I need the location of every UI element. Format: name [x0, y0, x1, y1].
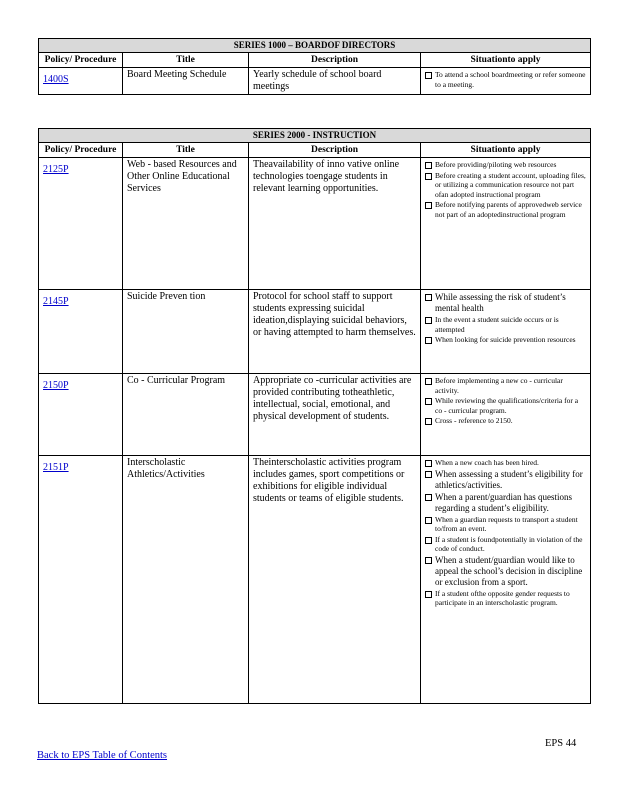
back-to-toc-link[interactable]: Back to EPS Table of Contents	[37, 750, 168, 761]
row-description: Yearly schedule of school board meetings	[249, 68, 421, 95]
col-situation: Situationto apply	[421, 53, 591, 68]
row-description: Theinterscholastic activities program includes games, sport competitions or exhibitions for eligible individual students or teams of eligible students.	[249, 456, 421, 704]
checkbox-bullet-icon	[425, 494, 432, 501]
situation-item: Before implementing a new co - curricular activity.	[425, 376, 586, 395]
policy-link-1400s[interactable]: 1400S	[43, 74, 69, 85]
checkbox-bullet-icon	[425, 317, 432, 324]
situation-item: If a student ofthe opposite gender requests to participate in an interscholastic program.	[425, 589, 586, 608]
table-row	[39, 456, 591, 704]
row-title: Co - Curricular Program	[123, 374, 249, 456]
situation-item: When a parent/guardian has questions regarding a student’s eligibility.	[425, 492, 586, 514]
row-title: Suicide Preven tion	[123, 290, 249, 374]
checkbox-bullet-icon	[425, 591, 432, 598]
policy-link-2151p[interactable]: 2151P	[43, 462, 69, 473]
checkbox-bullet-icon	[425, 537, 432, 544]
situation-item: To attend a school boardmeeting or refer someone to a meeting.	[425, 70, 586, 89]
table-row	[39, 158, 591, 290]
row-description: Appropriate co -curricular activities are provided contributing totheathletic, intellectual, social, emotional, and physical development of students.	[249, 374, 421, 456]
situation-item: While reviewing the qualifications/criteria for a co - curricular program.	[425, 396, 586, 415]
checkbox-bullet-icon	[425, 418, 432, 425]
situation-item: When a guardian requests to transport a student to/from an event.	[425, 515, 586, 534]
situation-item: When looking for suicide prevention resources	[425, 335, 586, 345]
series-2000-header: SERIES 2000 - INSTRUCTION	[39, 129, 591, 143]
checkbox-bullet-icon	[425, 337, 432, 344]
checkbox-bullet-icon	[425, 398, 432, 405]
situation-item: When assessing a student’s eligibility for athletics/activities.	[425, 469, 586, 491]
series-1000-table	[38, 38, 591, 95]
checkbox-bullet-icon	[425, 378, 432, 385]
checkbox-bullet-icon	[425, 162, 432, 169]
table-row	[39, 68, 591, 95]
col-description: Description	[249, 53, 421, 68]
series-1000-header: SERIES 1000 – BOARDOF DIRECTORS	[39, 39, 591, 53]
situation-item: When a student/guardian would like to appeal the school’s decision in discipline or exclusion from a sport.	[425, 555, 586, 588]
situation-item: In the event a student suicide occurs or is attempted	[425, 315, 586, 334]
checkbox-bullet-icon	[425, 202, 432, 209]
checkbox-bullet-icon	[425, 517, 432, 524]
checkbox-bullet-icon	[425, 72, 432, 79]
series-2000-table	[38, 128, 591, 704]
policy-link-2150p[interactable]: 2150P	[43, 380, 69, 391]
table-row	[39, 374, 591, 456]
row-description: Theavailability of inno vative online technologies toengage students in relevant learning opportunities.	[249, 158, 421, 290]
situation-item: Before providing/piloting web resources	[425, 160, 586, 170]
policy-link-2125p[interactable]: 2125P	[43, 164, 69, 175]
table-row	[39, 290, 591, 374]
row-title: Board Meeting Schedule	[123, 68, 249, 95]
checkbox-bullet-icon	[425, 471, 432, 478]
situation-item: When a new coach has been hired.	[425, 458, 586, 468]
checkbox-bullet-icon	[425, 460, 432, 467]
checkbox-bullet-icon	[425, 557, 432, 564]
row-title: Interscholastic Athletics/Activities	[123, 456, 249, 704]
situation-item: Before notifying parents of approvedweb service not part of an adoptedinstructional program	[425, 200, 586, 219]
row-title: Web - based Resources and Other Online Educational Services	[123, 158, 249, 290]
col-situation: Situationto apply	[421, 143, 591, 158]
policy-link-2145p[interactable]: 2145P	[43, 296, 69, 307]
col-description: Description	[249, 143, 421, 158]
col-policy: Policy/ Procedure	[39, 53, 123, 68]
col-policy: Policy/ Procedure	[39, 143, 123, 158]
col-title: Title	[123, 143, 249, 158]
checkbox-bullet-icon	[425, 294, 432, 301]
checkbox-bullet-icon	[425, 173, 432, 180]
situation-item: Cross - reference to 2150.	[425, 416, 586, 426]
row-description: Protocol for school staff to support students expressing suicidal ideation,displaying suicidal behaviors, or having attempted to harm themselves.	[249, 290, 421, 374]
situation-item: Before creating a student account, uploading files, or utilizing a communication resource not part ofan adopted instructional program	[425, 171, 586, 200]
col-title: Title	[123, 53, 249, 68]
situation-item: While assessing the risk of student’s mental health	[425, 292, 586, 314]
situation-item: If a student is foundpotentially in violation of the code of conduct.	[425, 535, 586, 554]
page-number: EPS 44	[545, 738, 577, 749]
